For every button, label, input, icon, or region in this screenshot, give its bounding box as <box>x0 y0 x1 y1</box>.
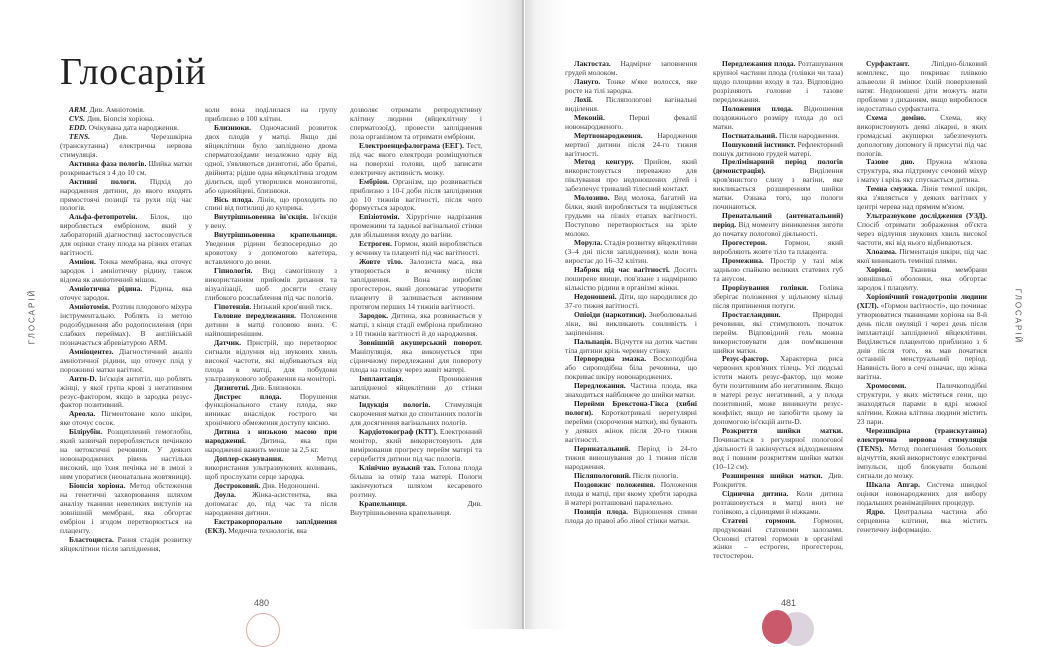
glossary-definition: Стадія розвитку яйцеклітини (3–4 дні після запліднення), коли вона виростає до 16–32 клітин. <box>565 238 697 265</box>
glossary-term: Біопсія хоріона. <box>69 481 126 491</box>
glossary-term: Вісь плода. <box>214 194 254 204</box>
glossary-term: Схема доміно. <box>866 112 926 122</box>
glossary-term: Хлоазма. <box>866 247 897 257</box>
glossary-term: Доула. <box>214 489 237 499</box>
glossary-definition: Див. Внутрішньовенна крапельниця. <box>350 498 482 517</box>
glossary-entry-continuation <box>350 106 482 142</box>
glossary-term: Амніотомія. <box>69 301 110 311</box>
glossary-entry <box>350 401 482 428</box>
glossary-column <box>350 106 482 518</box>
glossary-definition: Жінка-асистентка, яка допомагає до, під час та після народження дитини. <box>205 489 337 517</box>
glossary-column <box>857 60 987 535</box>
glossary-definition: Від моменту виникнення зиготи до початку пологової діяльності. <box>713 220 843 239</box>
glossary-term: Ультразвукове дослідження (УЗД). <box>866 211 987 221</box>
glossary-entry <box>60 536 192 554</box>
glossary-entry <box>205 491 337 518</box>
glossary-entry <box>565 96 697 114</box>
glossary-term: Амніоцентез. <box>69 346 114 356</box>
glossary-term: Розкриття шийки матки. <box>722 426 843 436</box>
glossary-entry <box>350 375 482 402</box>
glossary-term: Резус-фактор. <box>722 354 769 364</box>
glossary-definition: Коли дитина розташовується в матці вниз не голівкою, а сідницями й ніжками. <box>713 488 843 516</box>
glossary-entry <box>713 490 843 517</box>
page-number: 481 <box>781 598 797 608</box>
glossary-entry <box>713 284 843 311</box>
glossary-term: Сіднична дитина. <box>722 488 789 498</box>
glossary-definition: Лінія, що проходить по спині від потилиці до куприка. <box>205 194 337 213</box>
glossary-definition: Організм, що розвивається приблизно з 10-ї доби після запліднення до 10 тижнів вагітності, після чого формується зародок. <box>350 176 482 213</box>
glossary-term: Ареола. <box>69 409 96 419</box>
glossary-term: Простагландини. <box>722 309 781 319</box>
glossary-term: Екстракорпоральне запліднення (ЕКЗ). <box>205 516 337 535</box>
glossary-entry <box>205 455 337 482</box>
glossary-entry <box>857 293 987 383</box>
glossary-entry <box>565 60 697 78</box>
glossary-definition: Див. Близнюки. <box>249 382 303 392</box>
glossary-term: Жовте тіло. <box>359 257 403 267</box>
glossary-definition: Тест, під час якого електроди розміщуються на поверхні голови, щоб записати електричну активність мозку. <box>350 140 482 177</box>
glossary-definition: Див. Розкриття. <box>713 470 843 489</box>
glossary-term: Амніон. <box>69 257 96 267</box>
glossary-definition: Простір у тазі між задньою спайкою великих статевих губ та анусом. <box>713 255 843 283</box>
glossary-entry <box>350 339 482 375</box>
glossary-definition: Гормони, продуковані статевими залозами. Основні статеві гормони в організмі жінки – естроген, прогестерон, тестостерон. <box>713 515 843 561</box>
page-number: 480 <box>254 598 270 608</box>
glossary-term: Прелімінарний період пологів (демонстрація). <box>713 157 843 176</box>
glossary-term: Ядро. <box>866 506 886 516</box>
glossary-term: EDD. <box>69 122 87 132</box>
glossary-definition: Метод обстеження на генетичні захворювання шляхом аналізу тканини невеликих виступів на зовнішній мембрані, яка обгортає ембріон і згодом перетворюється на плаценту. <box>60 481 192 535</box>
glossary-definition: Діти, що народилися до 37-го тижня вагітності. <box>565 291 697 310</box>
glossary-definition: Центральна частина або серцевина клітини, яка містить генетичну інформацію. <box>857 506 987 534</box>
glossary-entry <box>60 303 192 348</box>
left-page <box>0 0 523 629</box>
glossary-term: Активні пологи. <box>69 176 137 186</box>
glossary-term: Внутрішньовенна ін'єкція. <box>214 212 309 222</box>
page-title: Глосарій <box>60 51 207 93</box>
glossary-entry <box>565 382 697 400</box>
glossary-entry <box>857 508 987 535</box>
glossary-definition: Уведення рідини безпосередньо до кровотоку з допомогою катетера, вставленого до вени. <box>205 239 337 267</box>
glossary-entry <box>60 213 192 258</box>
glossary-definition: Знеболювальні ліки, які викликають сонливість і заціпеніння. <box>565 309 697 337</box>
glossary-term: Ембріон. <box>359 176 390 186</box>
glossary-entry <box>713 158 843 212</box>
glossary-term: Близнюки. <box>214 122 251 132</box>
glossary-entry <box>60 133 192 160</box>
glossary-entry <box>60 258 192 285</box>
glossary-term: Головне передлежання. <box>214 310 297 320</box>
glossary-entry <box>565 239 697 266</box>
glossary-column <box>713 60 843 561</box>
glossary-entry <box>350 258 482 312</box>
glossary-column <box>60 106 192 554</box>
glossary-term: Розширення шийки матки. <box>722 470 823 480</box>
glossary-definition: Дитина, яка при народженні важить менше за 2,5 кг. <box>205 436 337 455</box>
glossary-term: Зародок. <box>359 310 389 320</box>
side-section-label: ГЛОСАРІЙ <box>27 288 37 345</box>
glossary-term: Позиція плода. <box>574 506 629 516</box>
glossary-definition: Досить поширене явище, пов'язане з надмірною кількістю рідини в організмі жінки. <box>565 264 697 292</box>
glossary-term: Поздовжнє положення. <box>574 479 656 489</box>
glossary-term: ARM. <box>69 105 88 114</box>
glossary-definition: Голівка зберігає положення у щільному кільці після припинення потуги. <box>713 282 843 310</box>
glossary-term: Передлежання плода. <box>722 59 796 68</box>
glossary-entry <box>350 178 482 214</box>
glossary-term: Меконій. <box>574 112 605 122</box>
glossary-entry <box>713 472 843 490</box>
glossary-entry <box>205 231 337 267</box>
glossary-definition: Ін'єкція у вену. <box>205 212 337 231</box>
glossary-definition: Діагностичний аналіз амніотичної рідини, що оточує плід у порожнині матки вагітної. <box>60 346 192 374</box>
glossary-term: Перинатальний. <box>574 443 631 453</box>
glossary-entry <box>565 311 697 338</box>
glossary-column <box>565 60 697 526</box>
glossary-definition: Після пологів. <box>630 470 679 480</box>
glossary-entry <box>60 375 192 411</box>
glossary-entry <box>60 285 192 303</box>
glossary-entry <box>205 428 337 455</box>
glossary-definition: Тканина мембрани зовнішньої оболонки, яка обгортає зародок і плаценту. <box>857 264 987 292</box>
glossary-term: CVS. <box>69 113 86 123</box>
glossary-definition: Залозиста маса, яка утворюється в яєчнику після запліднення. Вона виробляє прогестерон, який допомагає утворити плаценту й залишається активним протягом перших 14 тижнів вагітності. <box>350 257 482 311</box>
glossary-entry <box>713 60 843 105</box>
glossary-definition: Очікувана дата народження. <box>86 122 179 132</box>
glossary-definition: Характерна риса червоних кров'яних тілець. Усі людські істоти мають резус-фактор, що може бути позитивним або негативним. Якщо в матері резус негативний, а у плода позитивний, може виникнути резус-конфлікт, якщо не запобігти цьому за допомогою ін'єкцій анти-D. <box>713 354 843 427</box>
glossary-entry <box>565 508 697 526</box>
glossary-entry <box>205 196 337 214</box>
glossary-definition: Електронний монітор, який використовують для вимірювання прогресу перейм матері та серцебиття дитини під час пологів. <box>350 427 482 464</box>
glossary-definition: «Гормон вагітності», що починає утворюватися тканинами хоріона на 8-й день після овуляції і через день після імплантації заплідненої яйцеклітини. Виділяється плацентою приблизно з 6 днів після того, як мав початися останній менструальний період. Наявність його в сечі означає, що жінка вагітна. <box>857 300 987 382</box>
glossary-entry <box>857 212 987 248</box>
glossary-entry <box>565 266 697 293</box>
glossary-definition: Вид самогіпнозу з використанням прийомів дихання та візуалізації, щоб досягти стану глибокого розслаблення під час пологів. <box>205 266 337 303</box>
glossary-definition: Гормон, який виробляється у яєчнику та плаценті під час вагітності. <box>350 239 482 258</box>
glossary-entry <box>565 293 697 311</box>
glossary-term: Первородна змазка. <box>574 354 647 364</box>
glossary-term: Статеві гормони. <box>722 515 796 525</box>
glossary-entry <box>565 338 697 356</box>
glossary-definition: Одночасний розвиток двох плодів у матці. Якщо дві яйцеклітини було запліднено двома сперматозоїдами незалежно одну від одної, з'являються дизиготні, або братні, двійнята; рідше одна яйцеклітина згодом ділиться, щоб утворилися монозиготні, або однояйцеві, близнюки. <box>205 122 337 195</box>
glossary-definition: Виділення кров'янистого слизу з вагіни, яке викликається розширенням шийки матки. Ознака того, що пологи починаються. <box>713 166 843 212</box>
glossary-term: Епізіотомія. <box>359 212 400 222</box>
glossary-term: Післяпологовий. <box>574 470 631 480</box>
glossary-definition: Пружна м'язова структура, яка підтримує сечовий міхур і матку і крізь яку спускається дитина. <box>857 157 988 185</box>
glossary-term: Крапельниця. <box>359 498 407 508</box>
glossary-term: Прорізування голівки. <box>722 282 809 292</box>
glossary-entry <box>857 382 987 427</box>
glossary-term: TENS. <box>69 131 91 141</box>
glossary-entry <box>713 105 843 132</box>
glossary-definition: Метод використання ультразвукових коливань, щоб прослухати серце зародка. <box>205 454 337 482</box>
glossary-entry <box>205 518 337 536</box>
glossary-entry <box>857 248 987 266</box>
glossary-definition: Тонке м'яке волосся, яке росте на тілі зародка. <box>565 76 697 95</box>
glossary-definition: Рефлекторний пошук дитиною грудей матері. <box>713 139 843 158</box>
glossary-definition: Пристрій, що перетворює сигнали відлуння від звукових хвиль високої частоти, які відбиваються від плода в матці, для побудови ультразвукового зображення на моніторі. <box>205 337 337 383</box>
glossary-entry <box>713 427 843 472</box>
glossary-term: Пошуковий інстинкт. <box>722 139 796 149</box>
glossary-term: Амніотична рідина. <box>69 284 143 294</box>
glossary-definition: Розтин плодового міхура інструментально. Роблять із метою родозбудження або родопосилення (при слабких переймах). В англійській позначається абревіатурою ARM. <box>60 301 192 347</box>
glossary-term: Гіпотензія. <box>214 301 252 311</box>
glossary-term: Кардіотокограф (КТГ). <box>359 427 438 437</box>
glossary-definition: Див. Недоношені. <box>260 481 320 491</box>
glossary-term: Хоріон. <box>866 264 892 274</box>
glossary-term: Хоріонічний гонадотропін людини (ХГЛ). <box>857 291 987 310</box>
glossary-entry <box>350 142 482 178</box>
glossary-term: Тазове дно. <box>866 157 915 167</box>
glossary-definition: Шийка матки розкривається з 4 до 10 см. <box>60 158 192 177</box>
glossary-definition: Низький кров'яний тиск. <box>251 301 332 311</box>
glossary-definition: Медична технологія, яка <box>226 525 307 535</box>
glossary-definition: Паличкоподібні структури, у яких містяться гени, що знаходяться парами в ядрі кожної клітини. Кожна клітина людини містить 23 пари. <box>857 381 987 427</box>
glossary-definition: Проникнення заплідненої яйцеклітини до стінки матки. <box>350 373 482 401</box>
glossary-definition: Рідина, яка оточує зародок. <box>60 284 192 303</box>
glossary-term: Темна смужка. <box>866 184 918 194</box>
glossary-definition: Відчуття на дотик частин тіла дитини крізь черевну стінку. <box>565 336 697 355</box>
glossary-term: Набряк під час вагітності. <box>574 264 670 274</box>
glossary-entry <box>350 428 482 464</box>
glossary-term: Анти-D. <box>69 373 97 383</box>
glossary-term: Молозиво. <box>574 193 610 203</box>
glossary-entry <box>350 213 482 240</box>
glossary-entry <box>713 212 843 239</box>
glossary-definition: Розщеплений гемоглобін, який зазвичай переробляється печінкою на нетоксичні речовини. У деяких новонароджених рівень настільки високий, що їхня печінка не в змозі з ним упоратися (неонатальна жовтяниця). <box>60 427 192 482</box>
glossary-entry <box>857 481 987 508</box>
glossary-entry <box>713 239 843 257</box>
glossary-definition: Голова плода більша за отвір таза матері. Пологи закінчуються шляхом кесаревого розтину. <box>350 463 482 499</box>
glossary-entry <box>857 427 987 481</box>
glossary-entry <box>60 160 192 178</box>
glossary-entry <box>565 158 697 194</box>
glossary-entry <box>565 132 697 159</box>
glossary-entry <box>565 355 697 382</box>
glossary-definition: коли вона поділилася на групу приблизно в 100 клітин. <box>205 105 337 123</box>
glossary-term: Дистрес плода. <box>214 391 282 401</box>
glossary-term: Лануго. <box>574 76 601 86</box>
glossary-entry <box>565 400 697 445</box>
glossary-definition: Вид молока, багатий на білки, який виробляється та виділяється грудьми на пізніх етапах вагітності. Поступово перетворюється на зріле молоко. <box>565 193 697 239</box>
glossary-term: Пальпація. <box>574 336 613 346</box>
glossary-term: Бластоциста. <box>69 534 114 544</box>
glossary-definition: Див. Амніотомія. <box>87 105 145 114</box>
glossary-entry <box>60 482 192 536</box>
glossary-term: Морула. <box>574 238 603 248</box>
glossary-term: Лактостаз. <box>574 59 611 68</box>
glossary-definition: Порушення функціонального стану плода, яке виникає внаслідок гострого чи хронічного обмеження доступу кисню. <box>205 391 337 428</box>
glossary-entry <box>60 410 192 428</box>
glossary-definition: Частина плода, яка знаходиться найближче до шийки матки. <box>565 381 697 400</box>
glossary-definition: Положення дитини в матці головою вниз. Є найпоширенішим. <box>205 310 337 338</box>
glossary-term: Імплантація. <box>359 373 404 383</box>
glossary-entry <box>713 257 843 284</box>
glossary-entry <box>350 464 482 500</box>
glossary-definition: Відношення поздовжнього розміру плода до осі матки. <box>713 103 844 131</box>
glossary-definition: Положення плода в матці, при якому хребти зародка й матері розташовані паралельно. <box>565 479 697 507</box>
glossary-entry <box>565 78 697 96</box>
glossary-definition: Хірургічне надрізання промежини та задньої вагінальної стінки для збільшення входу до вагіни. <box>350 212 482 240</box>
glossary-definition: Підхід до народження дитини, до якого входять прямостоячі позиції та рухи під час пологів. <box>60 176 192 213</box>
glossary-definition: Починається з регулярної пологової діяльності й закінчується відходженням вод і повним розкриттям шийки матки (10–12 см). <box>713 435 843 471</box>
glossary-definition: Народження мертвої дитини після 24-го тижня вагітності. <box>565 130 697 158</box>
glossary-entry <box>565 194 697 239</box>
glossary-entry <box>857 158 987 185</box>
glossary-entry <box>205 267 337 303</box>
glossary-entry <box>350 500 482 518</box>
glossary-definition: Відношення спини плода до правої або лівої стінки матки. <box>565 506 697 525</box>
glossary-definition: Маніпуляція, яка виконується при сідничному передлежанні для повороту плода на голівку через живіт матері. <box>350 346 482 374</box>
glossary-definition: Короткотривалі нерегулярні перейми (скорочення матки), які бувають у деяких жінок після 20-го тижня вагітності. <box>565 408 697 445</box>
glossary-entry <box>857 266 987 293</box>
glossary-definition: Пігментоване коло шкіри, яке оточує сосок. <box>60 409 192 428</box>
glossary-definition: Тонка мембрана, яка оточує зародок і амніотичну рідину, також відома як амніотичний мішок. <box>60 257 192 285</box>
glossary-term: Датчик. <box>214 337 242 347</box>
glossary-term: Пренатальний (антенатальний) період. <box>713 211 843 230</box>
glossary-definition: Метод полегшення больових відчуттів, який використовує електричні імпульси, щоб блокувати больові сигнали до мозку. <box>857 443 987 480</box>
glossary-term: Естроген. <box>359 239 392 249</box>
glossary-definition: Рання стадія розвитку яйцеклітини після запліднення, <box>60 534 192 553</box>
glossary-definition: Розташування крупної частини плода (голівки чи таза) щодо площини входу в таз. Відповідно розрізняють головне і тазове передлежання. <box>713 59 843 104</box>
glossary-term: Промежина. <box>722 255 764 265</box>
glossary-entry <box>857 114 987 159</box>
decorative-circle-outline <box>246 613 280 647</box>
glossary-term: Передлежання. <box>574 381 626 391</box>
glossary-entry <box>857 185 987 212</box>
glossary-entry <box>205 339 337 384</box>
decorative-circle-red <box>762 610 792 644</box>
glossary-definition: Ліпідно-білковий комплекс, що покриває плівкою альвеоли й змінює їхній поверхневий натяг. Недоношені діти можуть мати проблеми з диханням, якщо виробилося недостатньо сурфактанта. <box>857 59 987 113</box>
glossary-term: Альфа-фетопротеїн. <box>69 212 138 222</box>
glossary-definition: Див. Біопсія хоріона. <box>85 113 155 123</box>
glossary-definition: Післяпологові вагінальні виділення. <box>565 94 697 113</box>
glossary-term: Метод кенгуру. <box>574 157 634 167</box>
glossary-term: Опіоїди (наркотики). <box>574 309 647 319</box>
glossary-term: Постнатальний. <box>722 130 778 140</box>
glossary-term: Білірубін. <box>69 427 103 437</box>
glossary-entry <box>205 312 337 339</box>
glossary-entry <box>205 213 337 231</box>
glossary-definition: дозволяє отримати репродуктивну клітину людини (яйцеклітину і сперматозоїд), провести запліднення поза організмом та отримати ембріони. <box>350 105 482 141</box>
glossary-entry <box>565 445 697 472</box>
glossary-column <box>205 106 337 536</box>
glossary-term: Сурфактант. <box>866 59 910 68</box>
glossary-term: Прогестерон. <box>722 238 767 248</box>
glossary-term: Мертвонародження. <box>574 130 643 140</box>
glossary-definition: Стимуляція скорочення матки до спонтанних пологів для досягнення вагінальних пологів. <box>350 400 482 428</box>
glossary-term: Хромосоми. <box>866 381 907 391</box>
glossary-definition: Природні речовини, які стимулюють початок перейм. Відповідний гель можна використовувати для пом'якшення шийки матки. <box>713 309 843 355</box>
glossary-entry <box>565 114 697 132</box>
glossary-definition: Спосіб отримати зображення об'єкта через відлуння звукових хвиль високої частоти, які від нього відбиваються. <box>857 220 987 248</box>
glossary-entry <box>60 428 192 482</box>
glossary-definition: Надмірне заповнення грудей молоком. <box>565 59 697 77</box>
glossary-entry <box>60 348 192 375</box>
glossary-definition: Пігментація шкіри, під час якої виникають темніші плями. <box>857 247 987 265</box>
glossary-entry <box>857 60 987 114</box>
glossary-term: Дитина з низькою масою при народженні. <box>205 427 337 446</box>
book-spine <box>522 0 524 629</box>
glossary-entry-continuation <box>205 106 337 124</box>
glossary-term: Перейми Брекстона-Гікса (хибні пологи). <box>565 399 697 418</box>
glossary-definition: Прийом, який використовується переважно для піклування про недоношених дітей і забезпечує тривалий тілесний контакт. <box>565 157 698 194</box>
glossary-entry <box>350 312 482 339</box>
glossary-term: Електроенцефалограма (ЕЕГ). <box>359 140 464 150</box>
glossary-term: Черезшкірна (транскутанна) електрична нервова стимуляція (TENS). <box>857 426 987 453</box>
glossary-definition: Після народження. <box>777 130 840 140</box>
glossary-definition: Перші фекалії новонародженого. <box>565 112 697 131</box>
glossary-definition: Система швидкої оцінки новонароджених для вибору подальших реанімаційних процедур. <box>857 479 987 507</box>
glossary-term: Активна фаза пологів. <box>69 158 147 168</box>
glossary-term: Лохії. <box>574 94 593 104</box>
glossary-definition: Гормон, який виробляють жовте тіло та плацента. <box>713 238 843 257</box>
glossary-term: Достроковий. <box>214 481 261 491</box>
glossary-term: Внутрішньовенна крапельниця. <box>214 230 337 240</box>
glossary-entry <box>713 517 843 562</box>
glossary-definition: Білок, що виробляється ембріоном, який у лабораторній діагностиці застосовується для оцінки стану плода на різних етапах вагітності. <box>60 212 192 258</box>
glossary-entry <box>713 141 843 159</box>
glossary-definition: Див. Черезшкірна (транскутанна) електрична нервова стимуляція. <box>60 131 192 159</box>
glossary-entry <box>350 240 482 258</box>
glossary-term: Зовнішній акушерський поворот. <box>359 337 482 347</box>
glossary-term: Недоношені. <box>574 291 617 301</box>
glossary-term: Клінічно вузький таз. <box>359 463 436 473</box>
glossary-entry <box>565 481 697 508</box>
glossary-term: Шкала Апгар. <box>866 479 921 489</box>
glossary-term: Гіпнологія. <box>214 266 253 276</box>
right-page <box>525 0 1050 629</box>
glossary-term: Дизиготні. <box>214 382 250 392</box>
glossary-entry <box>713 355 843 427</box>
glossary-entry <box>713 311 843 356</box>
glossary-entry <box>205 124 337 196</box>
glossary-term: Індукція пологів. <box>359 400 431 410</box>
glossary-definition: Період із 24-го тижня виношування до 1 тижня після народження. <box>565 443 697 471</box>
glossary-term: Положення плода. <box>722 103 793 113</box>
glossary-definition: Ін'єкція антитіл, що роблять жінці, у якої група крові з негативним резус-фактором, якщо в зародка резус-фактор позитивний. <box>60 373 192 410</box>
glossary-definition: Дитина, яка розвивається у матці, з кінця стадії ембріона приблизно з 10 тижнів вагітності й до народження. <box>350 310 482 338</box>
glossary-entry <box>205 393 337 429</box>
glossary-term: Доплер-сканування. <box>214 454 284 464</box>
glossary-definition: Воскоподібна або сироподібна біла речовина, що покриває шкіру новонароджених. <box>565 354 698 382</box>
side-section-label: ГЛОСАРІЙ <box>1013 288 1023 345</box>
glossary-definition: Лінія темної шкіри, яка з'являється у деяких вагітних у центрі черева над прямим м'язом. <box>857 184 987 212</box>
glossary-entry <box>60 178 192 214</box>
glossary-definition: Схема, яку використовують деякі лікарні, в яких громадські акушерки забезпечують допологову допомогу й присутні під час пологів. <box>857 112 988 158</box>
